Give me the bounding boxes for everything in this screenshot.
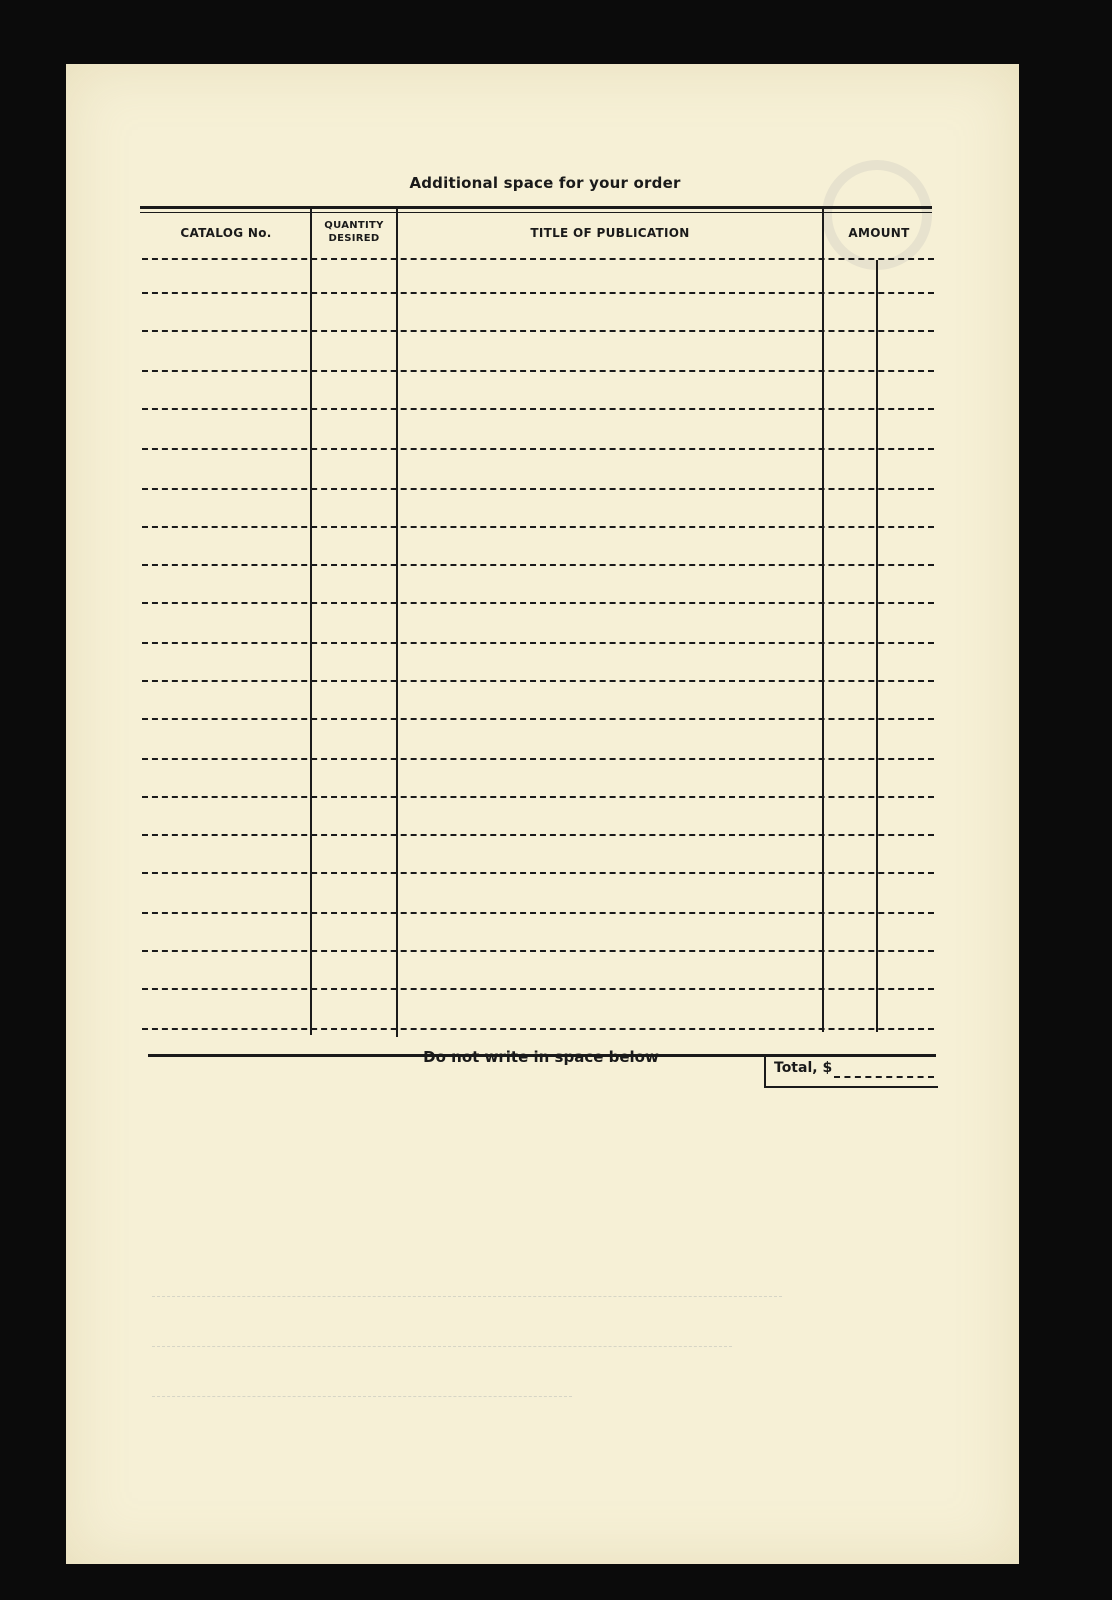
order-entry-line[interactable] (142, 758, 934, 760)
order-entry-line[interactable] (142, 872, 934, 874)
order-entry-line[interactable] (142, 718, 934, 720)
column-header-title: TITLE OF PUBLICATION (530, 226, 690, 240)
order-entry-line[interactable] (142, 602, 934, 604)
column-header-quantity-line1: QUANTITY (324, 220, 384, 231)
column-header-amount: AMOUNT (848, 226, 910, 240)
order-entry-line[interactable] (142, 642, 934, 644)
table-top-rule (140, 206, 932, 209)
table-top-rule-thin (140, 212, 932, 213)
page-heading: Additional space for your order (409, 174, 681, 192)
bleed-through-line (152, 1396, 572, 1397)
total-field[interactable] (834, 1076, 934, 1078)
order-entry-line[interactable] (142, 796, 934, 798)
column-header-quantity (312, 219, 396, 245)
total-box (764, 1056, 938, 1088)
order-entry-line[interactable] (142, 330, 934, 332)
order-entry-line[interactable] (142, 988, 934, 990)
order-entry-line[interactable] (142, 912, 934, 914)
order-entry-line[interactable] (142, 408, 934, 410)
bleed-through-line (152, 1296, 782, 1297)
order-entry-line[interactable] (142, 370, 934, 372)
order-entry-line[interactable] (142, 448, 934, 450)
order-entry-line[interactable] (142, 488, 934, 490)
order-entry-line[interactable] (142, 258, 934, 260)
order-entry-line[interactable] (142, 526, 934, 528)
column-header-quantity-line2: DESIRED (328, 233, 380, 244)
total-label: Total, $ (774, 1060, 833, 1076)
order-entry-line[interactable] (142, 564, 934, 566)
column-header-catalog: CATALOG No. (180, 226, 272, 240)
order-entry-line[interactable] (142, 834, 934, 836)
order-form-sheet (66, 64, 1019, 1564)
order-entry-line[interactable] (142, 292, 934, 294)
do-not-write-note: Do not write in space below (423, 1048, 659, 1066)
order-entry-line[interactable] (142, 680, 934, 682)
order-entry-line[interactable] (142, 950, 934, 952)
bleed-through-line (152, 1346, 732, 1347)
column-divider-amount-cents (876, 260, 878, 1032)
order-entry-line[interactable] (142, 1028, 934, 1030)
